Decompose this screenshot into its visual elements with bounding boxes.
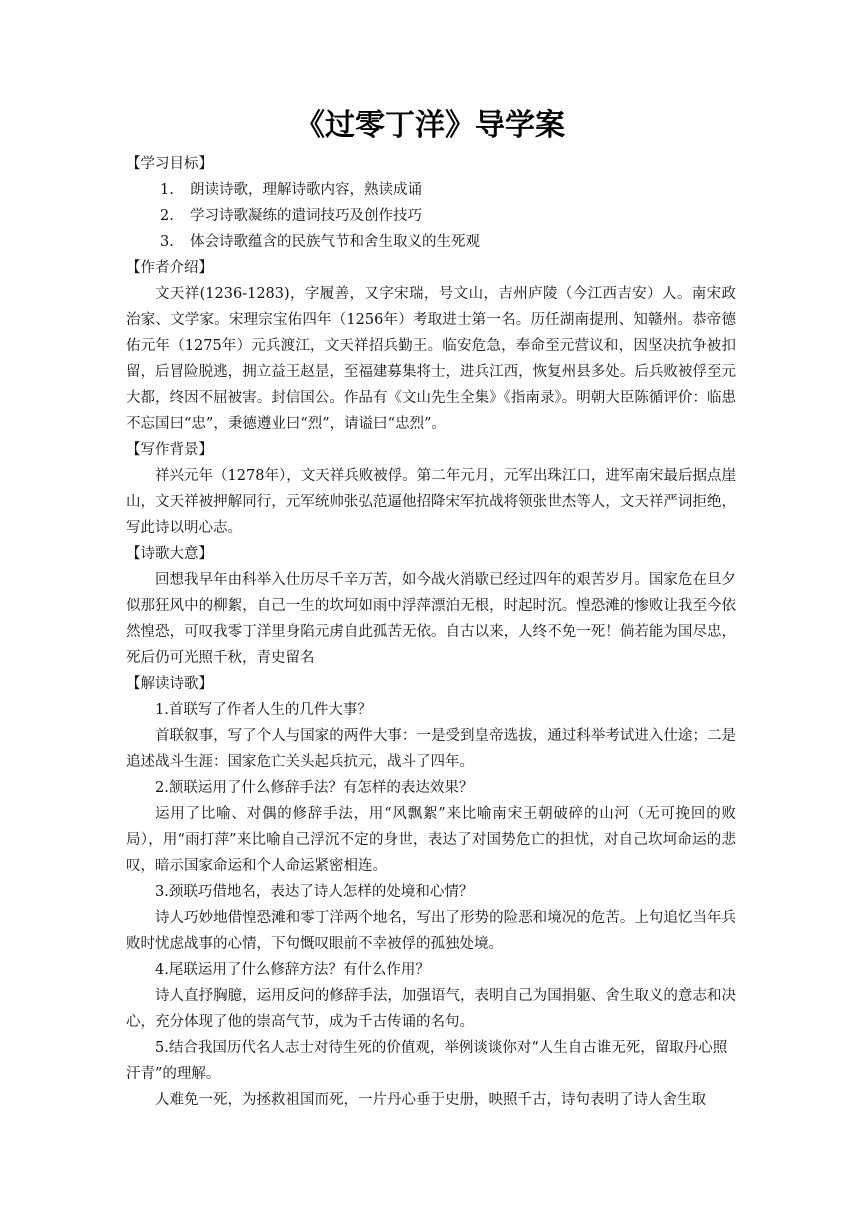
answer-4: 诗人直抒胸臆，运用反问的修辞手法，加强语气，表明自己为国捐躯、舍生取义的意志和决心，充分体现了他的崇高气节，成为千古传诵的名句。 [126,988,736,1030]
objective-number: 1. [160,182,174,198]
document-title: 《过零丁洋》导学案 [295,108,565,143]
answer-5: 人难免一死，为拯救祖国而死，一片丹心垂于史册，映照千古，诗句表明了诗人舍生取 [155,1092,706,1108]
analysis-heading: 【解读诗歌】 [126,676,213,692]
question-3: 3.颈联巧借地名，表达了诗人怎样的处境和心情？ [155,884,474,900]
background-paragraph: 祥兴元年（1278年），文天祥兵败被俘。第二年元月，元军出珠江口，进军南宋最后据点崖山，文天祥被押解同行，元军统帅张弘范逼他招降宋军抗战将领张世杰等人，文天祥严词拒绝，写此诗以明心志。 [126,468,736,536]
objectives-list [126,177,736,255]
objective-item [126,177,736,203]
author-paragraph: 文天祥(1236-1283)，字履善，又字宋瑞，号文山，吉州庐陵（今江西吉安）人。南宋政治家、文学家。宋理宗宝佑四年（1256年）考取进士第一名。历任湖南提刑、知赣州。恭帝德佑元年（1275年）元兵渡江，文天祥招兵勤王。临安危急，奉命至元营议和，因坚决抗争被扣留，后冒险脱逃，拥立益王赵昰，至福建募集将士，进兵江西，恢复州县多处。后兵败被俘至元大都，终因不屈被害。封信国公。作品有《文山先生全集》《指南录》。明朝大臣陈循评价：临患不忘国曰“忠”，秉德遵业曰“烈”，请谥曰“忠烈”。 [126,286,736,432]
objective-number: 2. [160,208,174,224]
question-4: 4.尾联运用了什么修辞方法？有什么作用？ [155,962,430,978]
meaning-paragraph: 回想我早年由科举入仕历尽千辛万苦，如今战火消歇已经过四年的艰苦岁月。国家危在旦夕似那狂风中的柳絮，自己一生的坎坷如雨中浮萍漂泊无根，时起时沉。惶恐滩的惨败让我至今依然惶恐，可叹我零丁洋里身陷元虏自此孤苦无依。自古以来，人终不免一死！倘若能为国尽忠，死后仍可光照千秋，青史留名 [126,572,736,666]
objective-item [126,203,736,229]
question-2: 2.颔联运用了什么修辞手法？有怎样的表达效果？ [155,780,474,796]
meaning-heading: 【诗歌大意】 [126,546,213,562]
question-5: 5.结合我国历代名人志士对待生死的价值观，举例谈谈你对“人生自古谁无死，留取丹心照汗青”的理解。 [126,1040,728,1082]
answer-2: 运用了比喻、对偶的修辞手法，用“风飘絮”来比喻南宋王朝破碎的山河（无可挽回的败局），用“雨打萍”来比喻自己浮沉不定的身世，表达了对国势危亡的担忧，对自己坎坷命运的悲叹，暗示国家命运和个人命运紧密相连。 [126,806,736,874]
background-heading: 【写作背景】 [126,442,213,458]
objective-text: 体会诗歌蕴含的民族气节和舍生取义的生死观 [190,234,480,250]
objectives-heading: 【学习目标】 [126,156,213,172]
objective-text: 朗读诗歌，理解诗歌内容，熟读成诵 [190,182,422,198]
question-1: 1.首联写了作者人生的几件大事？ [155,702,372,718]
objective-item [126,229,736,255]
document-body [126,151,736,1113]
author-heading: 【作者介绍】 [126,260,213,276]
objective-number: 3. [160,234,174,250]
objective-text: 学习诗歌凝练的遣词技巧及创作技巧 [190,208,422,224]
answer-1: 首联叙事，写了个人与国家的两件大事：一是受到皇帝选拔，通过科举考试进入仕途；二是追述战斗生涯：国家危亡关头起兵抗元，战斗了四年。 [126,728,736,770]
answer-3: 诗人巧妙地借惶恐滩和零丁洋两个地名，写出了形势的险恶和境况的危苦。上句追忆当年兵败时忧虑战事的心情，下句慨叹眼前不幸被俘的孤独处境。 [126,910,736,952]
